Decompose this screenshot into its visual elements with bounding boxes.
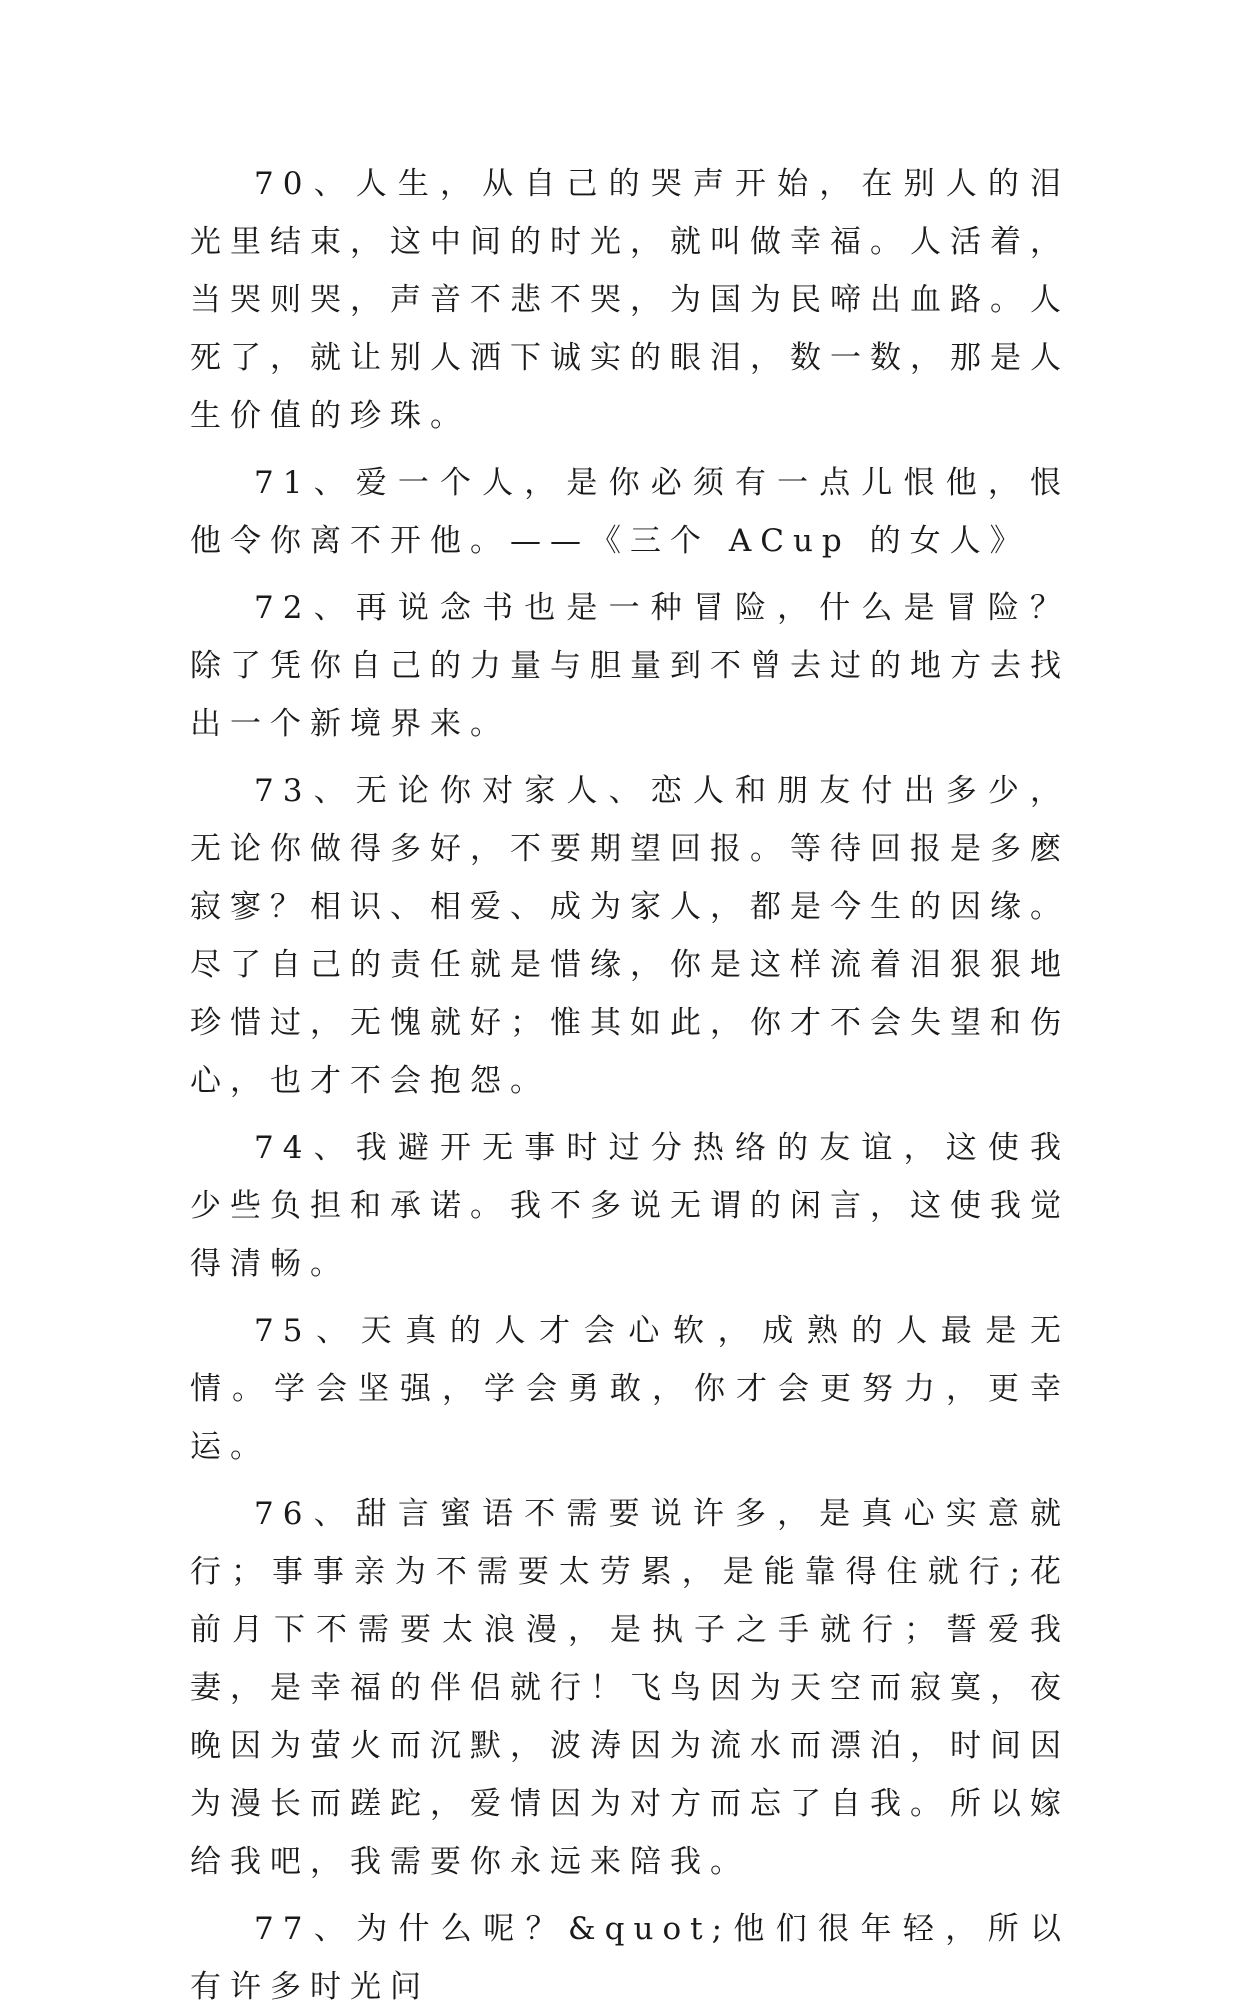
paragraph-75: 75、天真的人才会心软，成熟的人最是无情。学会坚强，学会勇敢，你才会更努力，更幸运。 [190, 1313, 1070, 1465]
document-body [190, 155, 1070, 2016]
paragraph-77: 77、为什么呢？&quot;他们很年轻，所以有许多时光问 [190, 1911, 1070, 2005]
paragraph-72: 72、再说念书也是一种冒险，什么是冒险？除了凭你自己的力量与胆量到不曾去过的地方去找出一个新境界来。 [190, 590, 1070, 742]
paragraph-76: 76、甜言蜜语不需要说许多，是真心实意就行；事事亲为不需要太劳累，是能靠得住就行;花前月下不需要太浪漫，是执子之手就行；誓爱我妻，是幸福的伴侣就行！飞鸟因为天空而寂寞，夜晚因为萤火而沉默，波涛因为流水而漂泊，时间因为漫长而蹉跎，爱情因为对方而忘了自我。所以嫁给我吧，我需要你永远来陪我。 [190, 1496, 1070, 1880]
paragraph-73: 73、无论你对家人、恋人和朋友付出多少，无论你做得多好，不要期望回报。等待回报是多麽寂寥？相识、相爱、成为家人，都是今生的因缘。尽了自己的责任就是惜缘，你是这样流着泪狠狠地珍惜过，无愧就好；惟其如此，你才不会失望和伤心，也才不会抱怨。 [190, 773, 1070, 1099]
paragraph-71: 71、爱一个人，是你必须有一点儿恨他，恨他令你离不开他。——《三个 ACup 的女人》 [190, 465, 1070, 559]
paragraph-70: 70、人生，从自己的哭声开始，在别人的泪光里结束，这中间的时光，就叫做幸福。人活着，当哭则哭，声音不悲不哭，为国为民啼出血路。人死了，就让别人洒下诚实的眼泪，数一数，那是人生价值的珍珠。 [190, 166, 1070, 434]
paragraph-74: 74、我避开无事时过分热络的友谊，这使我少些负担和承诺。我不多说无谓的闲言，这使我觉得清畅。 [190, 1130, 1070, 1282]
